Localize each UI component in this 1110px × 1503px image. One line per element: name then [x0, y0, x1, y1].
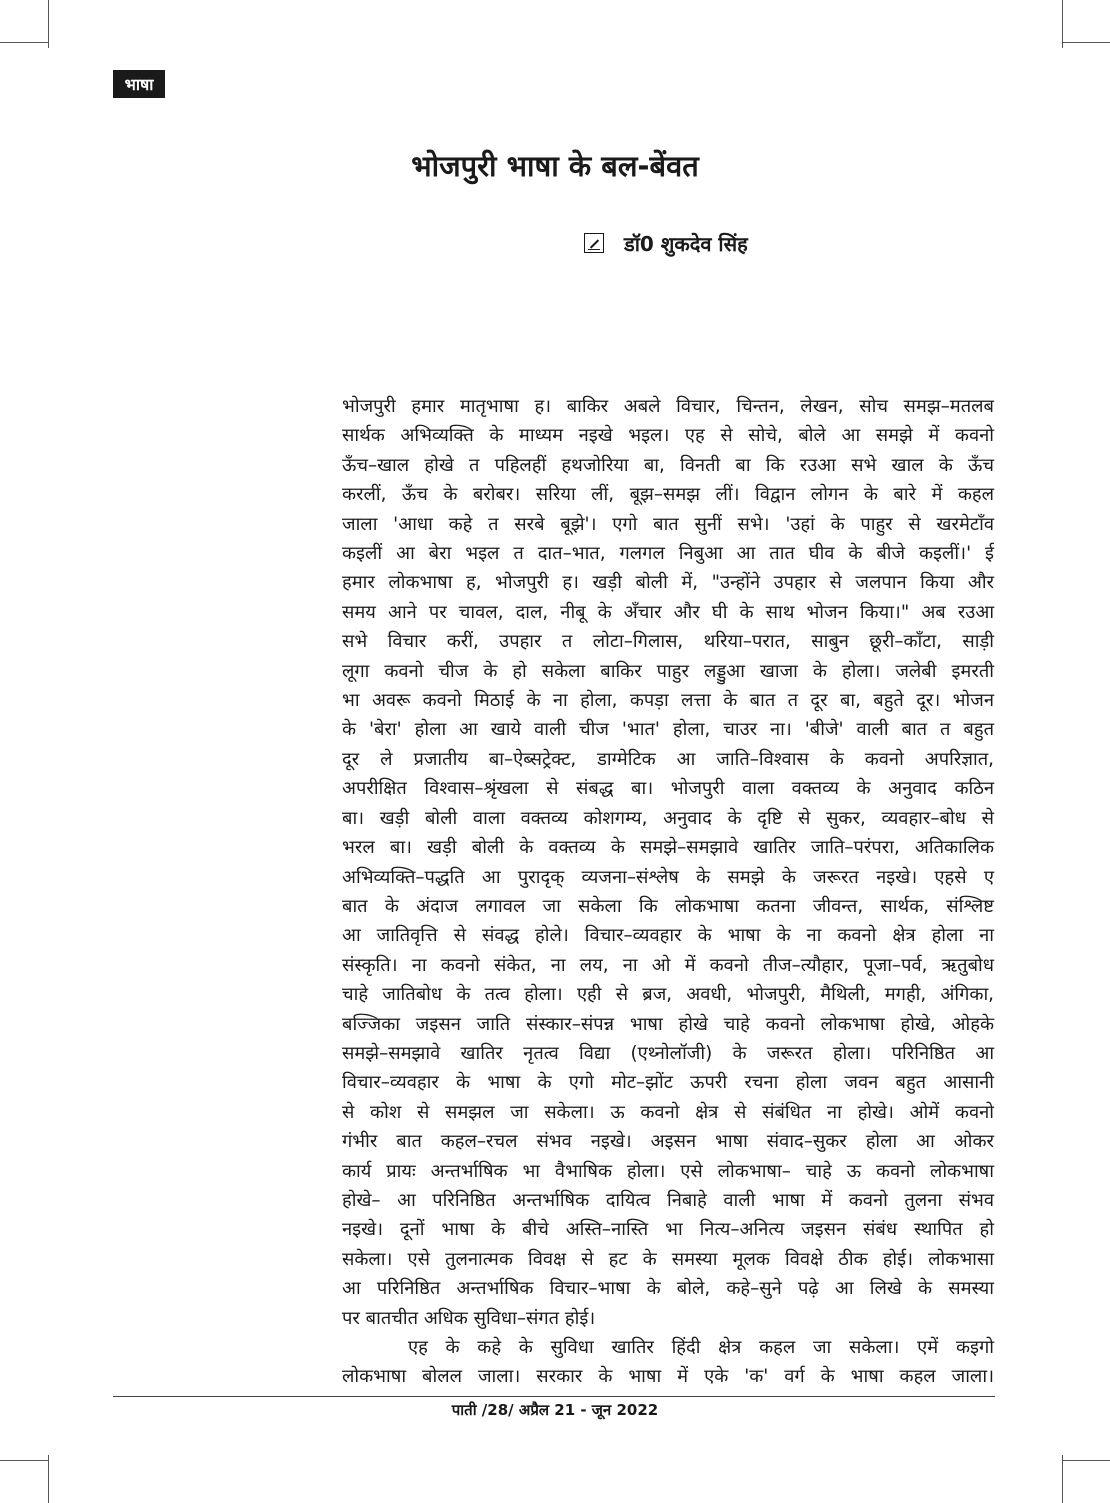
text-line: बात के अंदाज लगावल जा सकेला कि लोकभाषा कतना जीवन्त, सार्थक, संश्लिष्ट — [342, 895, 994, 917]
text-line: लूगा कवनो चीज के हो सकेला बाकिर पाहुर लड्डुआ खाजा के होला। जलेबी इमरती — [342, 660, 994, 682]
crop-mark — [1062, 42, 1110, 43]
text-line: पर बातचीत अधिक सुविधा–संगत होई। — [342, 1307, 596, 1329]
text-line: एह के कहे के सुविधा खातिर हिंदी क्षेत्र कहल जा सकेला। एमें कइगो — [408, 1337, 994, 1358]
text-line: लोकभाषा बोलल जाला। सरकार के भाषा में एके 'क' वर्ग के भाषा कहल जाला। — [342, 1366, 994, 1388]
pen-icon — [584, 233, 604, 253]
text-line: चाहे जातिबोध के तत्व होला। एही से ब्रज, अवधी, भोजपुरी, मैथिली, मगही, अंगिका, — [342, 984, 994, 1006]
article-body — [342, 392, 994, 1392]
text-line: हमार लोकभाषा ह, भोजपुरी ह। खड़ी बोली में, "उन्होंने उपहार से जलपान किया और — [342, 572, 994, 594]
article-title: भोजपुरी भाषा के बल-बेंवत — [411, 149, 699, 183]
author-name: डॉ0 शुकदेव सिंह — [624, 231, 748, 256]
text-line: भरल बा। खड़ी बोली के वक्तव्य के समझे–समझावे खातिर जाति–परंपरा, अतिकालिक — [342, 837, 994, 859]
text-line: भा अवरू कवनो मिठाई के ना होला, कपड़ा लत्ता के बात त दूर बा, बहुते दूर। भोजन — [342, 690, 994, 712]
paragraph-1 — [342, 392, 994, 1333]
crop-mark — [1062, 1460, 1110, 1461]
text-line: समय आने पर चावल, दाल, नीबू के अँचार और घी के साथ भोजन किया।" अब रउआ — [342, 601, 994, 623]
text-line: के 'बेरा' होला आ खाये वाली चीज 'भात' होला, चाउर ना। 'बीजे' वाली बात त बहुत — [342, 719, 994, 741]
text-line: गंभीर बात कहल–रचल संभव नइखे। अइसन भाषा संवाद–सुकर होला आ ओकर — [342, 1131, 994, 1153]
page-footer: पाती /28/ अप्रैल 21 - जून 2022 — [451, 1401, 659, 1419]
text-line: होखे– आ परिनिष्ठित अन्तर्भाषिक दायित्व निबाहे वाली भाषा में कवनो तुलना संभव — [342, 1189, 994, 1211]
text-line: सभे विचार करीं, उपहार त लोटा–गिलास, थरिया–परात, साबुन छूरी–काँटा, साड़ी — [342, 631, 994, 653]
crop-mark — [0, 1460, 48, 1461]
text-line: करलीं, ऊँच के बरोबर। सरिया लीं, बूझ–समझ लीं। विद्वान लोगन के बारे में कहल — [342, 484, 994, 506]
text-line: दूर ले प्रजातीय बा–ऐब्सट्रेक्ट, डाग्मेटिक आ जाति–विश्वास के कवनो अपरिज्ञात, — [342, 748, 994, 770]
text-line: ऊँच–खाल होखे त पहिलहीं हथजोरिया बा, विनती बा कि रउआ सभे खाल के ऊँच — [342, 454, 994, 476]
text-line: अपरीक्षित विश्वास–श्रृंखला से संबद्ध बा। भोजपुरी वाला वक्तव्य के अनुवाद कठिन — [342, 778, 994, 800]
text-line: विचार–व्यवहार के भाषा के एगो मोट–झोंट ऊपरी रचना होला जवन बहुत आसानी — [342, 1072, 994, 1094]
crop-mark — [1062, 0, 1063, 48]
text-line: जाला 'आधा कहे त सरबे बूझे'। एगो बात सुनीं सभे। 'उहां के पाहुर से खरमेटाँव — [342, 513, 994, 535]
text-line: अभिव्यक्ति–पद्धति आ पुरादृक् व्यजना–संश्लेष के समझे के जरूरत नइखे। एहसे ए — [342, 866, 994, 888]
text-line: कइलीं आ बेरा भइल त दात–भात, गलगल निबुआ आ तात घीव के बीजे कइलीं।' ई — [342, 543, 994, 565]
text-line: बा। खड़ी बोली वाला वक्तव्य कोशगम्य, अनुवाद के दृष्टि से सुकर, व्यवहार–बोध से — [342, 807, 994, 829]
text-line: नइखे। दूनों भाषा के बीचे अस्ति–नास्ति भा नित्य–अनित्य जइसन संबंध स्थापित हो — [342, 1219, 994, 1241]
text-line: बज्जिका जइसन जाति संस्कार–संपन्न भाषा होखे चाहे कवनो लोकभाषा होखे, ओहके — [342, 1013, 994, 1035]
crop-mark — [0, 42, 48, 43]
text-line: आ जातिवृत्ति से संवद्ध होले। विचार–व्यवहार के भाषा के ना कवनो क्षेत्र होला ना — [342, 925, 994, 947]
text-line: कार्य प्रायः अन्तर्भाषिक भा वैभाषिक होला। एसे लोकभाषा– चाहे ऊ कवनो लोकभाषा — [342, 1160, 994, 1182]
crop-mark — [1062, 1455, 1063, 1503]
crop-mark — [48, 0, 49, 48]
text-line: आ परिनिष्ठित अन्तर्भाषिक विचार–भाषा के बोले, कहे–सुने पढ़े आ लिखे के समस्या — [342, 1278, 994, 1300]
text-line: संस्कृति। ना कवनो संकेत, ना लय, ना ओ में कवनो तीज–त्यौहार, पूजा–पर्व, ऋतुबोध — [342, 954, 994, 976]
text-line: भोजपुरी हमार मातृभाषा ह। बाकिर अबले विचार, चिन्तन, लेखन, सोच समझ–मतलब — [342, 396, 994, 417]
text-line: से कोश से समझल जा सकेला। ऊ कवनो क्षेत्र से संबंधित ना होखे। ओमें कवनो — [342, 1101, 994, 1123]
text-line: सार्थक अभिव्यक्ति के माध्यम नइखे भइल। एह से सोचे, बोले आ समझे में कवनो — [342, 425, 994, 447]
text-line: समझे–समझावे खातिर नृतत्व विद्या (एथ्नोलॉजी) के जरूरत होला। परिनिष्ठित आ — [342, 1042, 994, 1064]
author-byline — [584, 230, 748, 256]
section-tag: भाषा — [113, 70, 165, 98]
text-line: सकेला। एसे तुलनात्मक विवक्ष से हट के समस्या मूलक विवक्षे ठीक होई। लोकभासा — [342, 1248, 994, 1270]
paragraph-2 — [342, 1333, 994, 1392]
crop-mark — [48, 1455, 49, 1503]
footer-rule — [113, 1396, 995, 1397]
